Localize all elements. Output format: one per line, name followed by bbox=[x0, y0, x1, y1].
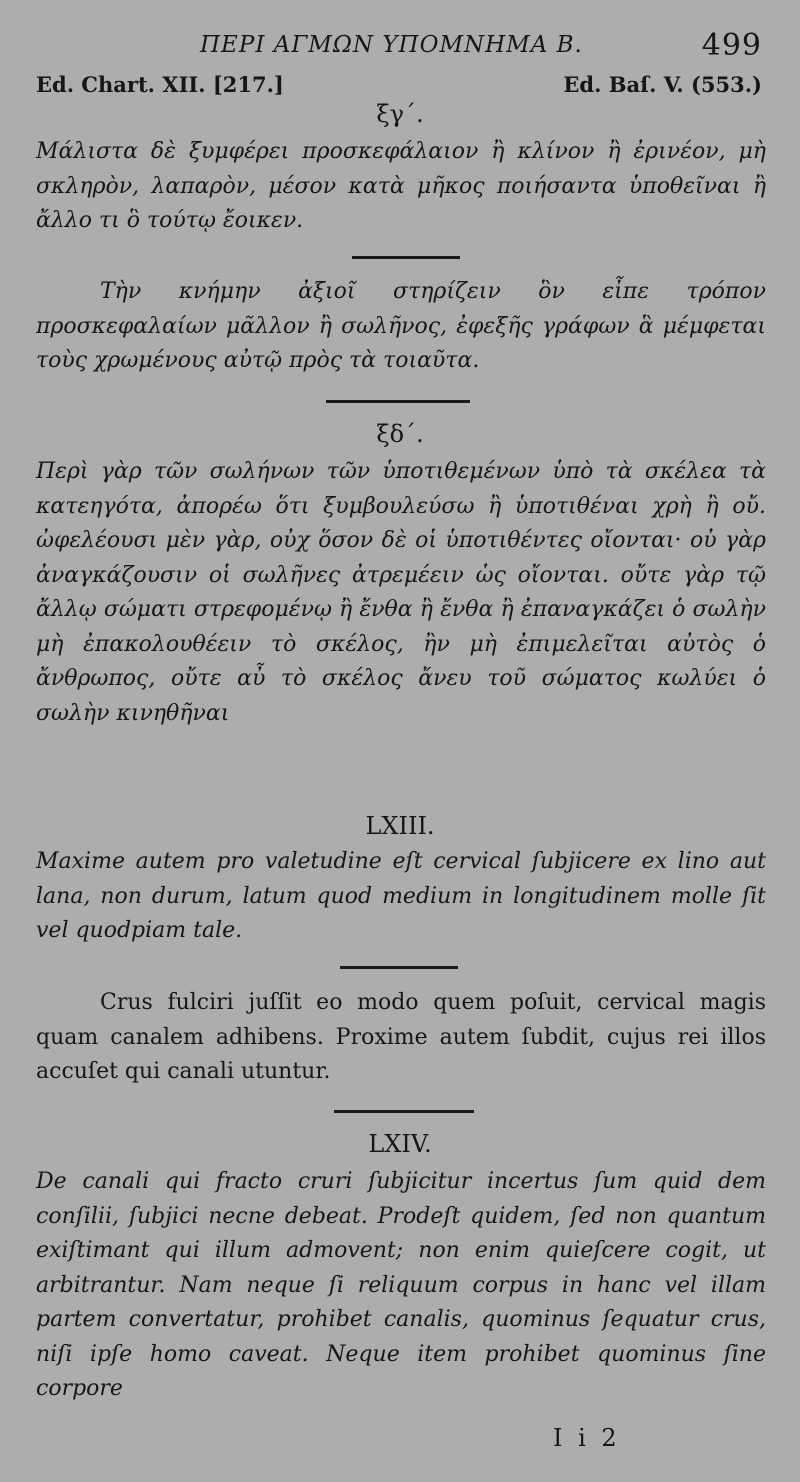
signature-mark: I i 2 bbox=[553, 1424, 621, 1452]
aphorism-text: Μάλιστα δὲ ξυμφέρει προσκεφάλαιον ἢ κλίνον ἢ ἐρινέον, μὴ σκληρὸν, λαπαρὸν, μέσον κατὰ μῆκος ποιήσαντα ὑποθεῖναι ἢ ἄλλο τι ὃ τούτῳ ἔοικεν. bbox=[36, 139, 766, 233]
page-number: 499 bbox=[701, 28, 762, 63]
section-marker: LXIII. bbox=[365, 812, 435, 840]
running-title: ΠΕΡΙ ΑΓΜΩΝ ΥΠΟΜΝΗΜΑ Β. bbox=[200, 32, 583, 58]
section-marker: ξγ΄. bbox=[376, 100, 424, 128]
aphorism-text: De canali qui fracto cruri ſubjicitur incertus ſum quid dem conſilii, ſubjici necne debeat. Prodeſt quidem, ſed non quantum exiſtimant qui illum admovent; non enim quieſcere cogit, ut arbitrantur. Nam neque ſi reliquum corpus in hanc vel illam partem convertatur, prohibet canalis, quominus ſequatur crus, niſi ipſe homo caveat. Neque item prohibet quominus ſine corpore bbox=[36, 1169, 766, 1401]
aphorism-text: Maxime autem pro valetudine eſt cervical ſubjicere ex lino aut lana, non durum, latum quod medium in longitudinem molle ſit vel quodpiam tale. bbox=[36, 849, 766, 943]
commentary-text: Crus fulciri juſſit eo modo quem poſuit, cervical magis quam canalem adhibens. Proxime autem ſubdit, cujus rei illos accuſet qui canali utuntur. bbox=[36, 990, 766, 1084]
edition-reference-right: Ed. Baſ. V. (553.) bbox=[563, 72, 762, 97]
aphorism-text: Περὶ γὰρ τῶν σωλήνων τῶν ὑποτιθεμένων ὑπὸ τὰ σκέλεα τὰ κατεηγότα, ἀπορέω ὅτι ξυμβουλεύσω ἢ ὑποτιθέναι χρὴ ἢ οὔ. ὠφελέουσι μὲν γὰρ, οὐχ ὅσον δὲ οἱ ὑποτιθέντες οἴονται· οὐ γὰρ ἀναγκάζουσιν οἱ σωλῆνες ἀτρεμέειν ὡς οἴονται. οὔτε γὰρ τῷ ἄλλῳ σώματι στρεφομένῳ ἢ ἔνθα ἢ ἔνθα ἢ ἐπαναγκάζει ὁ σωλὴν μὴ ἐπακολουθέειν τὸ σκέλος, ἢν μὴ ἐπιμελεῖται αὐτὸς ὁ ἄνθρωπος, οὔτε αὖ τὸ σκέλος ἄνευ τοῦ σώματος κωλύει ὁ σωλὴν κινηθῆναι bbox=[36, 459, 766, 726]
section-divider bbox=[334, 1110, 474, 1113]
edition-reference-left: Ed. Chart. XII. [217.] bbox=[36, 72, 284, 97]
section-marker: LXIV. bbox=[368, 1130, 432, 1158]
section-divider bbox=[352, 256, 460, 259]
section-divider bbox=[326, 400, 470, 403]
section-marker: ξδ΄. bbox=[376, 420, 424, 448]
commentary-text: Τὴν κνήμην ἀξιοῖ στηρίζειν ὃν εἶπε τρόπον προσκεφαλαίων μᾶλλον ἢ σωλῆνος, ἐφεξῆς γράφων ἃ μέμφεται τοὺς χρωμένους αὐτῷ πρὸς τὰ τοιαῦτα. bbox=[36, 279, 766, 373]
section-divider bbox=[340, 966, 458, 969]
